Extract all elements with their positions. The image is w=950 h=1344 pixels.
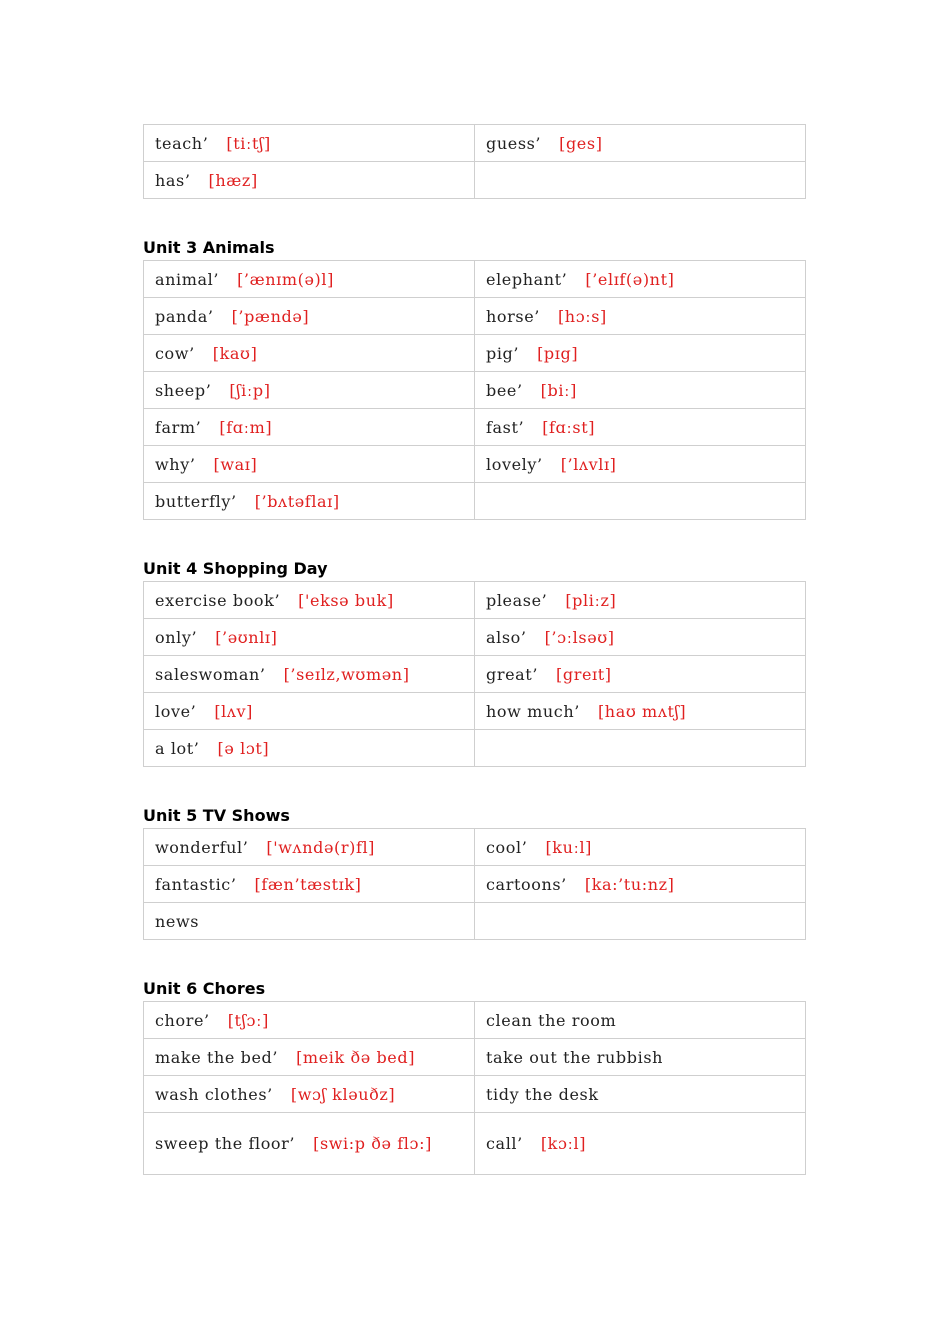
table-row	[144, 693, 806, 730]
table-row	[144, 483, 806, 520]
vocab-cell	[144, 298, 475, 335]
table-row	[144, 730, 806, 767]
vocab-cell	[144, 125, 475, 162]
vocab-phonetic: ['wʌndə(r)fl]	[266, 837, 376, 857]
vocab-cell	[475, 335, 806, 372]
vocab-word: cow’	[155, 343, 195, 363]
vocab-table-unit-5	[143, 828, 806, 940]
vocab-phonetic: [pliːz]	[565, 590, 617, 610]
vocab-cell	[144, 1039, 475, 1076]
vocab-word: elephant’	[486, 269, 568, 289]
vocab-phonetic: [fæn’tæstɪk]	[254, 874, 362, 894]
vocab-cell	[475, 1076, 806, 1113]
table-row	[144, 1113, 806, 1175]
vocab-cell	[475, 1113, 806, 1175]
vocab-phonetic: [ʃiːp]	[229, 380, 271, 400]
table-row	[144, 162, 806, 199]
vocab-word: guess’	[486, 133, 542, 153]
vocab-cell	[144, 446, 475, 483]
table-row	[144, 1076, 806, 1113]
vocab-cell	[144, 261, 475, 298]
vocab-phonetic: [wɔʃ kləuðz]	[290, 1084, 396, 1104]
vocab-phonetic: [ka:’tu:nz]	[584, 874, 675, 894]
vocab-phonetic: [hɔːs]	[557, 306, 607, 326]
vocab-cell	[144, 1113, 475, 1175]
vocab-word: clean the room	[486, 1010, 617, 1030]
vocab-word: horse’	[486, 306, 540, 326]
vocab-word: also’	[486, 627, 527, 647]
vocab-word: teach’	[155, 133, 209, 153]
vocab-cell	[144, 409, 475, 446]
table-row	[144, 582, 806, 619]
vocab-phonetic: [’ɔːlsəʊ]	[544, 627, 615, 647]
section-heading-unit-3: Unit 3 Animals	[143, 238, 275, 257]
vocab-cell	[475, 866, 806, 903]
vocab-phonetic: [’lʌvlɪ]	[560, 454, 617, 474]
table-row	[144, 298, 806, 335]
vocabulary-document	[143, 124, 806, 1175]
section-heading-unit-4: Unit 4 Shopping Day	[143, 559, 328, 578]
vocab-cell	[475, 619, 806, 656]
vocab-word: cool’	[486, 837, 528, 857]
vocab-cell	[144, 656, 475, 693]
vocab-phonetic: [’bʌtəflaɪ]	[254, 491, 340, 511]
vocab-cell	[475, 829, 806, 866]
vocab-cell	[144, 903, 475, 940]
table-row	[144, 1002, 806, 1039]
vocab-word: pig’	[486, 343, 520, 363]
vocab-phonetic: [meik ðə bed]	[296, 1047, 416, 1067]
vocab-phonetic: [waɪ]	[213, 454, 258, 474]
vocab-word: sweep the floor’	[155, 1133, 296, 1153]
vocab-phonetic: [lʌv]	[214, 701, 254, 721]
vocab-phonetic: [kuːl]	[545, 837, 593, 857]
table-row	[144, 409, 806, 446]
vocab-cell	[144, 372, 475, 409]
vocab-cell	[475, 162, 806, 199]
vocab-word: sheep’	[155, 380, 212, 400]
vocab-cell	[144, 730, 475, 767]
table-row	[144, 903, 806, 940]
vocab-phonetic: ['eksə buk]	[298, 590, 394, 610]
vocab-cell	[144, 619, 475, 656]
vocab-phonetic: [ges]	[559, 133, 603, 153]
vocab-word: fast’	[486, 417, 525, 437]
vocab-cell	[475, 483, 806, 520]
vocab-word: fantastic’	[155, 874, 237, 894]
table-row	[144, 372, 806, 409]
vocab-word: chore’	[155, 1010, 210, 1030]
vocab-phonetic: [kaʊ]	[212, 343, 258, 363]
vocab-phonetic: [’pændə]	[231, 306, 310, 326]
vocab-table-continuation	[143, 124, 806, 199]
vocab-cell	[475, 446, 806, 483]
vocab-cell	[475, 903, 806, 940]
vocab-phonetic: [fɑːst]	[542, 417, 596, 437]
table-row	[144, 619, 806, 656]
vocab-phonetic: [ə lɔt]	[217, 738, 270, 758]
table-row	[144, 829, 806, 866]
vocab-cell	[144, 693, 475, 730]
vocab-cell	[144, 582, 475, 619]
vocab-cell	[475, 409, 806, 446]
vocab-word: please’	[486, 590, 548, 610]
vocab-word: butterfly’	[155, 491, 237, 511]
vocab-word: wonderful’	[155, 837, 249, 857]
table-row	[144, 656, 806, 693]
vocab-phonetic: [’əʊnlɪ]	[215, 627, 278, 647]
vocab-word: farm’	[155, 417, 202, 437]
vocab-cell	[475, 125, 806, 162]
vocab-phonetic: [greɪt]	[556, 664, 612, 684]
vocab-cell	[475, 693, 806, 730]
vocab-word: lovely’	[486, 454, 543, 474]
vocab-word: panda’	[155, 306, 214, 326]
vocab-phonetic: [tʃɔː]	[227, 1010, 269, 1030]
vocab-table-unit-6	[143, 1001, 806, 1175]
vocab-cell	[475, 372, 806, 409]
vocab-cell	[144, 1076, 475, 1113]
vocab-phonetic: [fɑːm]	[219, 417, 273, 437]
table-row	[144, 125, 806, 162]
vocab-word: wash clothes’	[155, 1084, 273, 1104]
table-row	[144, 261, 806, 298]
vocab-word: has’	[155, 170, 191, 190]
vocab-word: bee’	[486, 380, 523, 400]
vocab-cell	[475, 1039, 806, 1076]
vocab-phonetic: [hæz]	[208, 170, 258, 190]
vocab-cell	[475, 656, 806, 693]
vocab-phonetic: [swi:p ðə flɔ:]	[313, 1133, 432, 1153]
table-row	[144, 1039, 806, 1076]
table-row	[144, 446, 806, 483]
vocab-word: take out the rubbish	[486, 1047, 664, 1067]
vocab-word: make the bed’	[155, 1047, 279, 1067]
vocab-cell	[475, 298, 806, 335]
vocab-word: a lot’	[155, 738, 200, 758]
vocab-table-unit-4	[143, 581, 806, 767]
vocab-word: saleswoman’	[155, 664, 266, 684]
vocab-cell	[475, 730, 806, 767]
table-row	[144, 335, 806, 372]
vocab-cell	[475, 582, 806, 619]
vocab-cell	[475, 1002, 806, 1039]
vocab-cell	[475, 261, 806, 298]
vocab-phonetic: [’seɪlz,wʊmən]	[283, 664, 410, 684]
vocab-word: call’	[486, 1134, 523, 1153]
section-heading-unit-5: Unit 5 TV Shows	[143, 806, 290, 825]
vocab-word: news	[155, 911, 200, 931]
vocab-word: love’	[155, 701, 197, 721]
vocab-cell	[144, 335, 475, 372]
vocab-phonetic: [pɪg]	[537, 343, 579, 363]
vocab-table-unit-3	[143, 260, 806, 520]
vocab-cell	[144, 866, 475, 903]
vocab-phonetic: [kɔːl]	[540, 1134, 587, 1153]
vocab-word: only’	[155, 627, 198, 647]
vocab-phonetic: [haʊ mʌtʃ]	[597, 701, 687, 721]
table-row	[144, 866, 806, 903]
vocab-word: great’	[486, 664, 539, 684]
vocab-word: animal’	[155, 269, 220, 289]
vocab-cell	[144, 162, 475, 199]
vocab-word: how much’	[486, 701, 580, 721]
vocab-phonetic: [biː]	[540, 380, 577, 400]
vocab-word: tidy the desk	[486, 1084, 599, 1104]
vocab-word: exercise book’	[155, 590, 281, 610]
vocab-cell	[144, 483, 475, 520]
vocab-phonetic: [tiːtʃ]	[226, 133, 271, 153]
vocab-phonetic: [’elɪf(ə)nt]	[585, 269, 675, 289]
section-heading-unit-6: Unit 6 Chores	[143, 979, 266, 998]
vocab-word: cartoons’	[486, 874, 567, 894]
vocab-cell	[144, 829, 475, 866]
vocab-word: why’	[155, 454, 196, 474]
vocab-phonetic: [’ænɪm(ə)l]	[237, 269, 334, 289]
vocab-cell	[144, 1002, 475, 1039]
